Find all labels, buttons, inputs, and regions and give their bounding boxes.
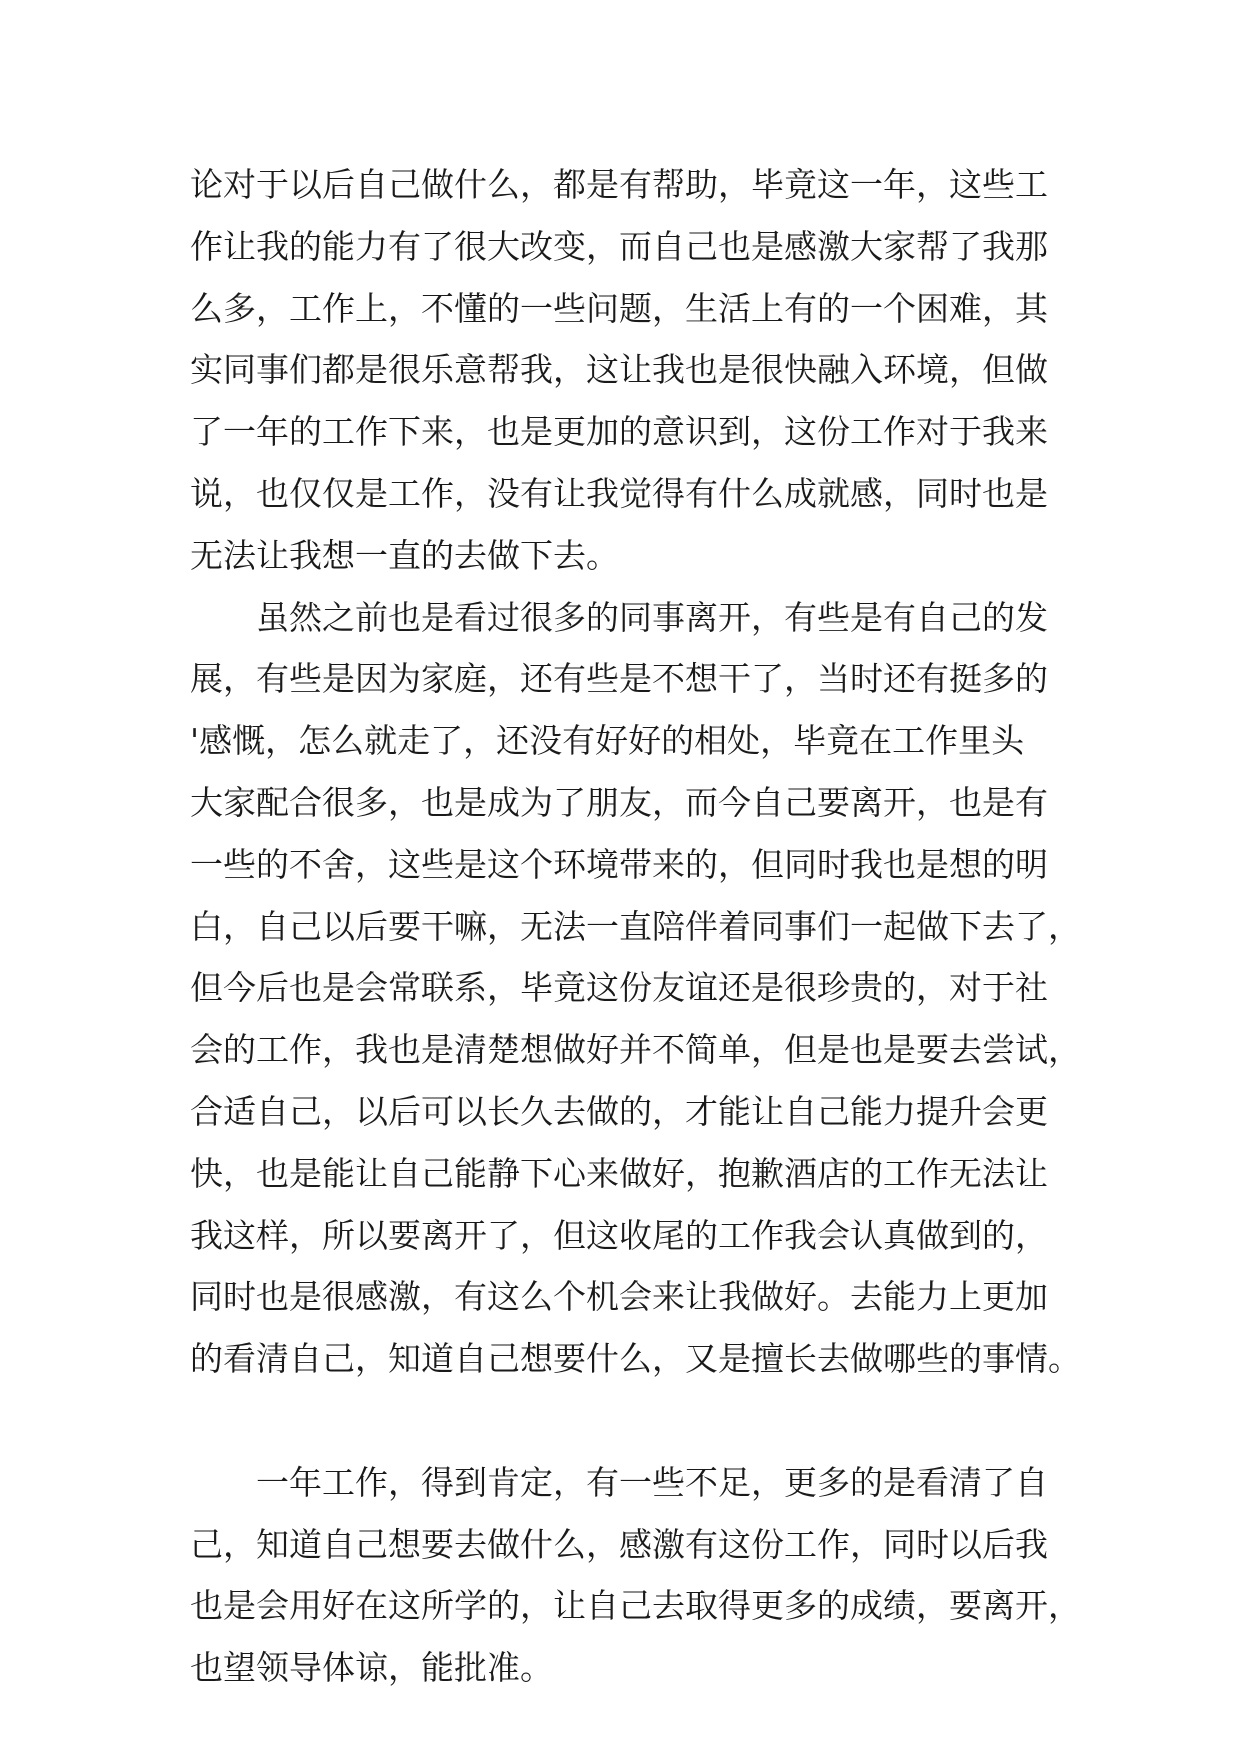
text-line: 己，知道自己想要去做什么，感激有这份工作，同时以后我 (190, 1524, 1048, 1564)
text-line: 同时也是很感激，有这么个机会来让我做好。去能力上更加 (190, 1277, 1048, 1317)
text-line: 会的工作，我也是清楚想做好并不简单，但是也是要去尝试， (190, 1030, 1081, 1070)
text-line: 但今后也是会常联系，毕竟这份友谊还是很珍贵的，对于社 (190, 968, 1048, 1008)
text-line: 么多，工作上，不懂的一些问题，生活上有的一个困难，其 (190, 288, 1048, 328)
text-line: 一年工作，得到肯定，有一些不足，更多的是看清了自 (190, 1462, 1048, 1502)
text-line: 虽然之前也是看过很多的同事离开，有些是有自己的发 (190, 597, 1048, 637)
text-line (190, 1390, 1070, 1452)
text-line: 也是会用好在这所学的，让自己去取得更多的成绩，要离开， (190, 1586, 1081, 1626)
text-line: 展，有些是因为家庭，还有些是不想干了，当时还有挺多的 (190, 659, 1048, 699)
text-line: 实同事们都是很乐意帮我，这让我也是很快融入环境，但做 (190, 350, 1048, 390)
text-line: 一些的不舍，这些是这个环境带来的，但同时我也是想的明 (190, 844, 1048, 884)
paragraph-1 (190, 154, 1070, 587)
paragraph-3 (190, 1452, 1081, 1699)
text-line: '感慨，怎么就走了，还没有好好的相处，毕竟在工作里头 (190, 721, 1025, 761)
text-line: 无法让我想一直的去做下去。 (190, 535, 619, 575)
text-line: 白，自己以后要干嘛，无法一直陪伴着同事们一起做下去了， (190, 906, 1081, 946)
text-line: 了一年的工作下来，也是更加的意识到，这份工作对于我来 (190, 412, 1048, 452)
document-body (190, 154, 1081, 1699)
text-line: 也望领导体谅，能批准。 (190, 1648, 553, 1688)
text-line: 我这样，所以要离开了，但这收尾的工作我会认真做到的， (190, 1215, 1048, 1255)
text-line: 大家配合很多，也是成为了朋友，而今自己要离开，也是有 (190, 782, 1048, 822)
text-line: 快，也是能让自己能静下心来做好，抱歉酒店的工作无法让 (190, 1153, 1048, 1193)
text-line: 论对于以后自己做什么，都是有帮助，毕竟这一年，这些工 (190, 165, 1048, 204)
text-line: 说，也仅仅是工作，没有让我觉得有什么成就感，同时也是 (190, 473, 1048, 513)
text-line: 作让我的能力有了很大改变，而自己也是感激大家帮了我那 (190, 226, 1048, 266)
text-line: 的看清自己，知道自己想要什么，又是擅长去做哪些的事情。 (190, 1339, 1081, 1379)
paragraph-2 (190, 587, 1081, 1452)
text-line: 合适自己，以后可以长久去做的，才能让自己能力提升会更 (190, 1091, 1048, 1131)
